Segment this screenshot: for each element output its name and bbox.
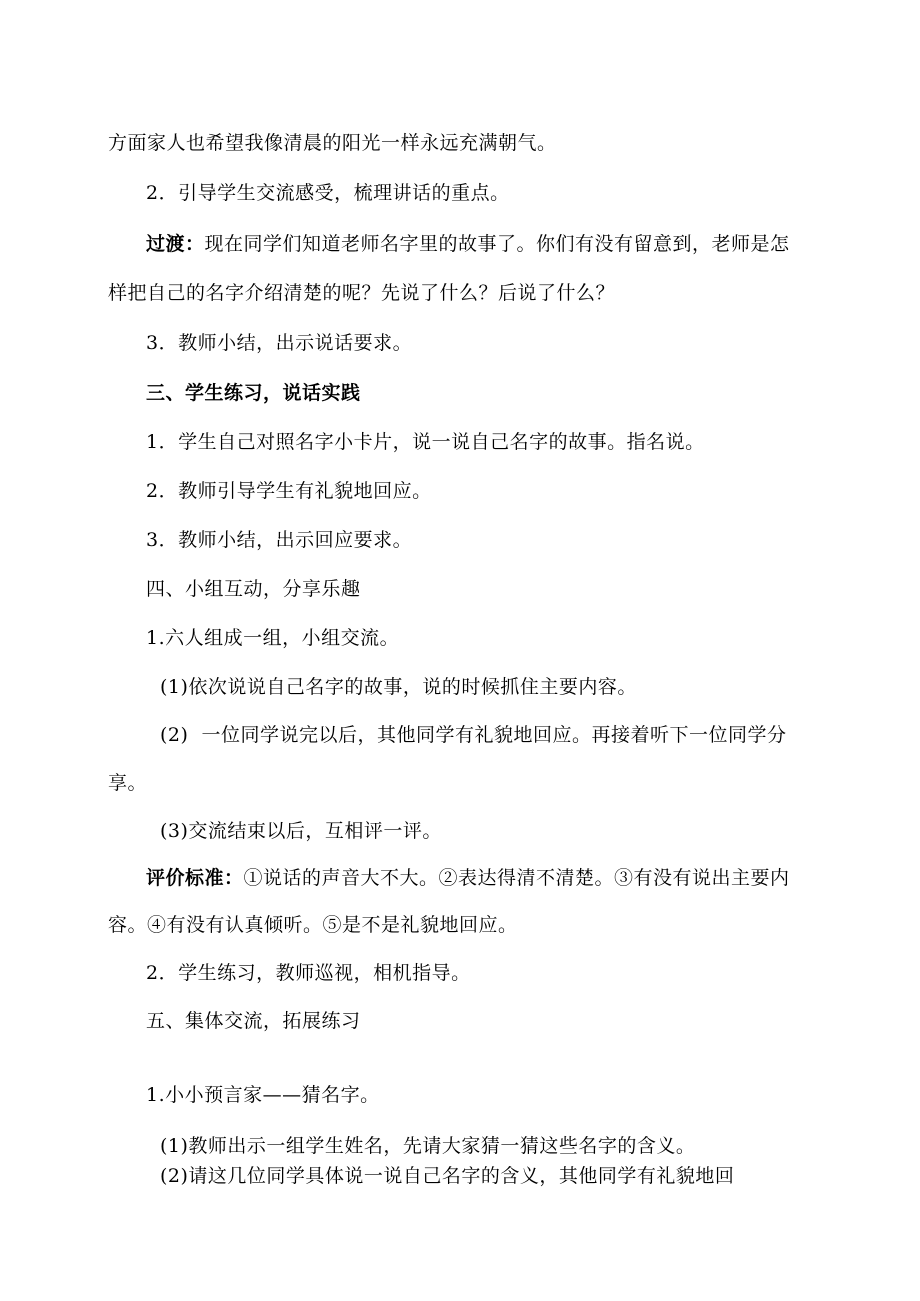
evaluation-criteria-line2 [108,913,518,937]
transition-paragraph-line2 [108,281,615,305]
heading-text: 三、学生练习，说话实践 [146,382,361,404]
section-heading-3 [146,381,361,405]
paragraph-text: 容。④有没有认真倾听。⑤是不是礼貌地回应。 [108,914,518,936]
extension-substep-2 [160,1164,734,1188]
paragraph-continuation [108,131,557,155]
group-substep-2-line2 [108,771,147,795]
practice-step-3 [146,528,412,552]
heading-text: 五、集体交流，拓展练习 [146,1010,361,1032]
extension-substep-1 [160,1134,695,1158]
group-step-1 [146,626,399,650]
extension-step-1 [146,1083,380,1107]
paragraph-text: 样把自己的名字介绍清楚的呢？先说了什么？后说了什么？ [108,282,616,304]
paragraph-text: 2．教师引导学生有礼貌地回应。 [146,480,432,502]
paragraph-text: 3．教师小结，出示回应要求。 [146,529,413,551]
paragraph-text: (2) 一位同学说完以后，其他同学有礼貌地回应。再接着听下一位同学分 [160,724,787,746]
paragraph-text: 现在同学们知道老师名字里的故事了。你们有没有留意到，老师是怎 [204,233,790,255]
evaluation-criteria-line1 [146,866,790,890]
group-substep-2-line1 [160,723,787,747]
paragraph-text: (1)依次说说自己名字的故事，说的时候抓住主要内容。 [160,676,637,698]
heading-text: 四、小组互动，分享乐趣 [146,578,361,600]
transition-label: 过渡： [146,233,205,255]
paragraph-text: ①说话的声音大不大。②表达得清不清楚。③有没有说出主要内 [243,867,790,889]
step-3-summary [146,331,412,355]
paragraph-text: 1.六人组成一组，小组交流。 [146,627,400,649]
group-step-2 [146,961,471,985]
paragraph-text: 2．学生练习，教师巡视，相机指导。 [146,962,471,984]
practice-step-1 [146,430,705,454]
paragraph-text: 2．引导学生交流感受，梳理讲话的重点。 [146,182,510,204]
paragraph-text: 享。 [108,772,148,794]
section-heading-4 [146,577,361,601]
paragraph-text: (1)教师出示一组学生姓名，先请大家猜一猜这些名字的含义。 [160,1135,696,1157]
practice-step-2 [146,479,432,503]
transition-paragraph-line1 [146,232,790,256]
paragraph-text: 方面家人也希望我像清晨的阳光一样永远充满朝气。 [108,132,557,154]
group-substep-1 [160,675,637,699]
group-substep-3 [160,819,442,843]
paragraph-text: 3．教师小结，出示说话要求。 [146,332,413,354]
paragraph-text: (2)请这几位同学具体说一说自己名字的含义，其他同学有礼貌地回 [160,1165,735,1187]
section-heading-5 [146,1009,361,1033]
paragraph-text: (3)交流结束以后，互相评一评。 [160,820,442,842]
step-2-guide [146,181,510,205]
paragraph-text: 1．学生自己对照名字小卡片，说一说自己名字的故事。指名说。 [146,431,705,453]
evaluation-label: 评价标准： [146,867,244,889]
paragraph-text: 1.小小预言家——猜名字。 [146,1084,380,1106]
